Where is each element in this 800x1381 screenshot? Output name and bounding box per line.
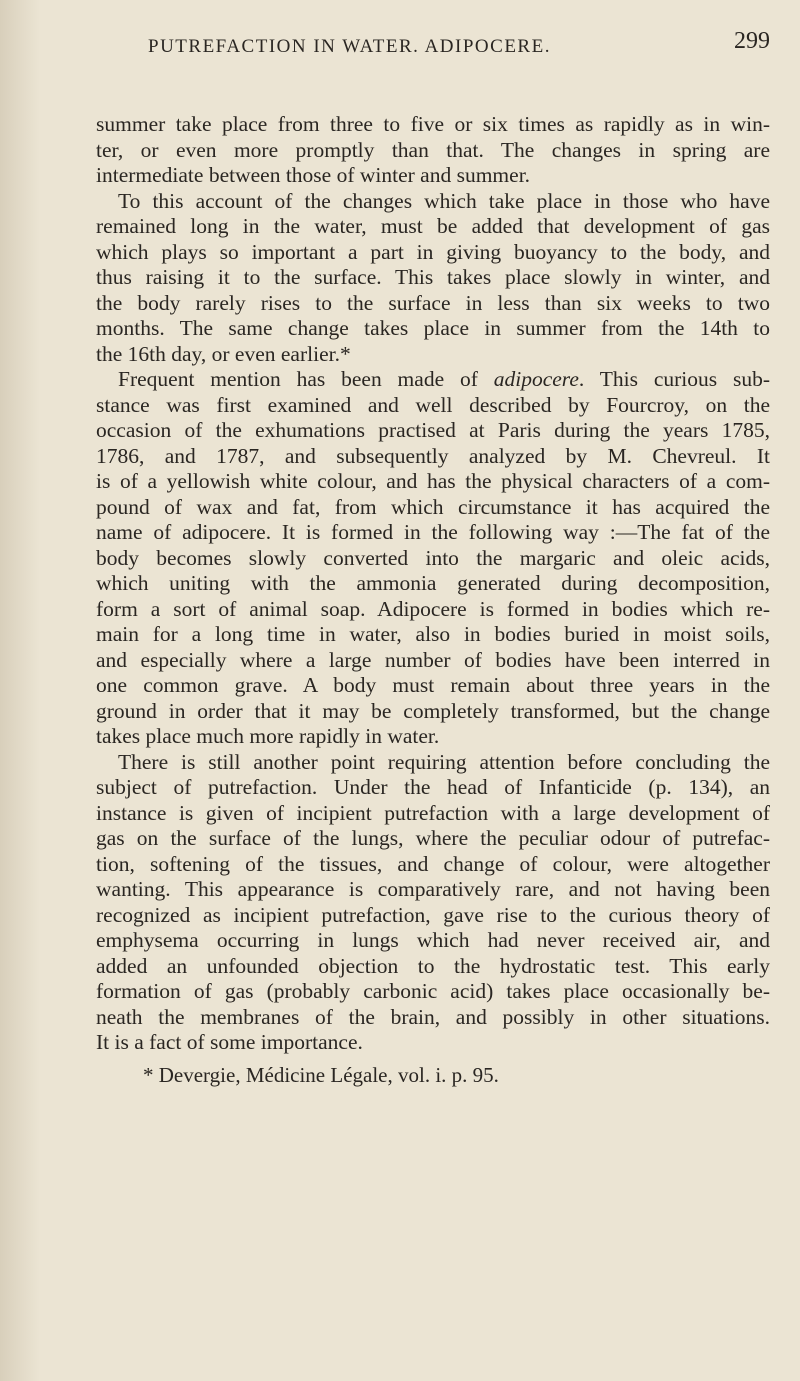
text-line: remained long in the water, must be added that development of gas [96, 214, 770, 238]
text-line: To this account of the changes which take place in those who have [118, 188, 770, 213]
text-segment: . This curious sub- [578, 367, 770, 391]
text-line: one common grave. A body must remain about three years in the [96, 673, 770, 697]
page-number: 299 [734, 28, 770, 54]
running-title: PUTREFACTION IN WATER. ADIPOCERE. [148, 36, 551, 57]
text-line [96, 367, 770, 393]
text-line: emphysema occurring in lungs which had never received air, and [96, 928, 770, 952]
text-line: intermediate between those of winter and summer. [96, 163, 531, 187]
text-line: recognized as incipient putrefaction, gave rise to the curious theory of [96, 902, 770, 927]
page-edge-shadow [0, 0, 40, 1381]
text-line: ground in order that it may be completely transformed, but the change [96, 698, 770, 723]
text-line: There is still another point requiring attention before concluding the [118, 749, 770, 774]
text-line: summer take place from three to five or six times as rapidly as in win- [96, 112, 770, 136]
text-line: gas on the surface of the lungs, where the peculiar odour of putrefac- [96, 826, 770, 850]
text-line: wanting. This appearance is comparatively rare, and not having been [96, 877, 770, 901]
text-line: and especially where a large number of bodies have been interred in [96, 647, 770, 672]
text-line: main for a long time in water, also in bodies buried in moist soils, [96, 622, 770, 646]
text-line: neath the membranes of the brain, and possibly in other situations. [96, 1004, 770, 1029]
text-line: 1786, and 1787, and subsequently analyzed by M. Chevreul. It [96, 443, 770, 468]
text-line: instance is given of incipient putrefaction with a large development of [96, 800, 770, 825]
text-line: It is a fact of some importance. [96, 1030, 363, 1054]
text-line: form a sort of animal soap. Adipocere is formed in bodies which re- [96, 596, 770, 621]
text-line: pound of wax and fat, from which circumstance it has acquired the [96, 494, 770, 519]
text-line: which uniting with the ammonia generated during decomposition, [96, 571, 770, 595]
text-line: the body rarely rises to the surface in less than six weeks to two [96, 290, 770, 315]
text-line: ter, or even more promptly than that. The changes in spring are [96, 137, 770, 162]
footnote: * Devergie, Médicine Légale, vol. i. p. 95. [143, 1063, 499, 1087]
text-line: tion, softening of the tissues, and change of colour, were altogether [96, 851, 770, 876]
body-text [96, 112, 770, 1056]
text-line: thus raising it to the surface. This takes place slowly in winter, and [96, 265, 770, 289]
text-line: months. The same change takes place in summer from the 14th to [96, 316, 770, 340]
text-line: takes place much more rapidly in water. [96, 724, 440, 748]
text-line: added an unfounded objection to the hydrostatic test. This early [96, 953, 770, 978]
text-line: subject of putrefaction. Under the head of Infanticide (p. 134), an [96, 775, 770, 799]
text-line: formation of gas (probably carbonic acid) takes place occasionally be- [96, 979, 770, 1003]
text-line: the 16th day, or even earlier.* [96, 341, 351, 366]
text-line: occasion of the exhumations practised at Paris during the years 1785, [96, 418, 770, 442]
text-line: stance was first examined and well described by Fourcroy, on the [96, 392, 770, 417]
text-line: body becomes slowly converted into the margaric and oleic acids, [96, 545, 770, 570]
text-line: is of a yellowish white colour, and has the physical characters of a com- [96, 469, 770, 493]
italic-term: adipocere [493, 367, 579, 391]
text-line: name of adipocere. It is formed in the following way :—The fat of the [96, 520, 770, 544]
text-line: which plays so important a part in giving buoyancy to the body, and [96, 239, 770, 264]
text-segment: Frequent mention has been made of [118, 367, 494, 391]
